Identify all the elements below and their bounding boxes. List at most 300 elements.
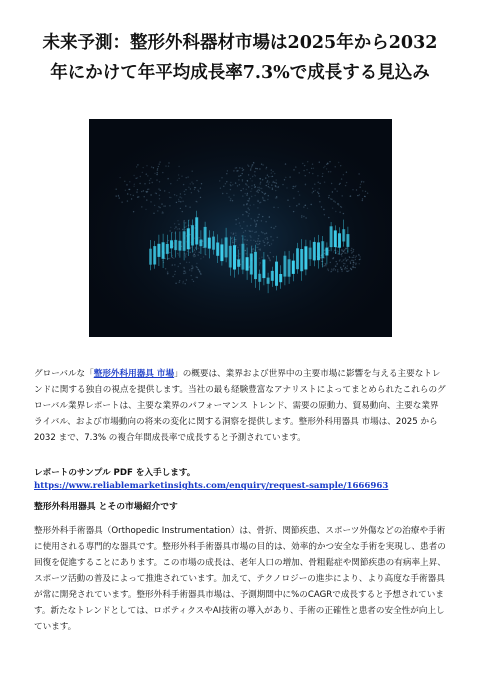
map-dot (266, 233, 267, 234)
map-dot (230, 198, 231, 199)
candle-body (325, 248, 328, 256)
map-dot (355, 267, 356, 268)
map-dot (238, 176, 239, 177)
map-dot (223, 186, 224, 187)
map-dot (199, 271, 200, 272)
map-dot (257, 200, 258, 201)
map-dot (247, 180, 248, 181)
map-dot (245, 211, 246, 212)
candle-body (271, 271, 274, 281)
map-dot (235, 241, 236, 242)
map-dot (185, 222, 186, 223)
map-dot (257, 244, 258, 245)
map-dot (337, 203, 338, 204)
map-dot (264, 245, 265, 246)
map-dot (338, 204, 339, 205)
map-dot (160, 190, 161, 191)
map-dot (118, 195, 119, 196)
map-dot (142, 172, 143, 173)
map-dot (188, 187, 189, 188)
map-dot (275, 226, 276, 227)
candle-body (237, 259, 240, 266)
map-dot (337, 271, 338, 272)
map-dot (265, 177, 266, 178)
map-dot (185, 283, 186, 284)
map-dot (311, 204, 312, 205)
map-dot (262, 197, 263, 198)
map-dot (175, 271, 176, 272)
section-body: 整形外科手術器具（Orthopedic Instrumentation）は、骨折、関節疾患、スポーツ外傷などの治療や手術に使用される専門的な器具です。整形外科手術器具市場の目的は、効率的かつ安全な手術を実現し、患者の回復を促進することにあります。この市場の成長は、老年人口の増加、骨粗鬆症や関節疾患の有病率上昇、スポーツ活動の普及によって推進されています。加えて、テクノロジーの進歩により、より高度な手術器具が常に開発されています。整形外科手術器具市場は、予測期間中に%のCAGRで成長すると予想されています。新たなトレンドとしては、ロボティクスやAI技術の導入があり、手術の正確性と患者の安全性が向上しています。 (34, 526, 446, 632)
map-dot (178, 224, 179, 225)
map-dot (233, 195, 234, 196)
map-dot (262, 198, 263, 199)
map-dot (264, 242, 265, 243)
map-dot (251, 218, 252, 219)
map-dot (302, 163, 303, 164)
map-dot (341, 256, 342, 257)
map-dot (244, 239, 245, 240)
map-dot (259, 262, 260, 263)
map-dot (251, 250, 252, 251)
map-dot (267, 199, 268, 200)
candle-body (304, 246, 307, 269)
candle-body (275, 262, 278, 286)
map-dot (264, 194, 265, 195)
map-dot (230, 182, 231, 183)
map-dot (232, 200, 233, 201)
map-dot (232, 184, 233, 185)
map-dot (365, 196, 366, 197)
map-dot (298, 203, 299, 204)
map-dot (262, 164, 263, 165)
map-dot (193, 281, 194, 282)
map-dot (175, 226, 176, 227)
map-dot (186, 253, 187, 254)
map-dot (352, 189, 353, 190)
map-dot (356, 255, 357, 256)
map-dot (341, 269, 342, 270)
map-dot (186, 226, 187, 227)
map-dot (261, 257, 262, 258)
map-dot (121, 202, 122, 203)
candle-body (157, 244, 160, 257)
map-dot (198, 269, 199, 270)
map-dot (307, 161, 308, 162)
candle-body (330, 226, 333, 247)
map-dot (137, 164, 138, 165)
map-dot (235, 219, 236, 220)
map-dot (264, 233, 265, 234)
map-dot (249, 209, 250, 210)
map-dot (306, 169, 307, 170)
map-dot (353, 257, 354, 258)
candle-body (199, 240, 202, 247)
map-dot (258, 192, 259, 193)
map-dot (343, 263, 344, 264)
map-dot (198, 254, 199, 255)
intro-paragraph (34, 366, 446, 446)
map-dot (351, 269, 352, 270)
candle-body (246, 257, 249, 270)
map-dot (265, 185, 266, 186)
map-dot (256, 223, 257, 224)
map-dot (155, 192, 156, 193)
candle-body (346, 234, 349, 247)
map-dot (181, 197, 182, 198)
map-dot (275, 186, 276, 187)
map-dot (260, 249, 261, 250)
map-dot (192, 279, 193, 280)
map-dot (250, 236, 251, 237)
candle-body (300, 249, 303, 271)
map-dot (174, 194, 175, 195)
map-dot (295, 166, 296, 167)
candle-body (283, 256, 286, 277)
map-dot (315, 190, 316, 191)
map-dot (137, 177, 138, 178)
map-dot (177, 253, 178, 254)
map-dot (159, 181, 160, 182)
map-dot (259, 168, 260, 169)
map-dot (226, 193, 227, 194)
map-dot (172, 232, 173, 233)
map-dot (250, 225, 251, 226)
map-dot (157, 210, 158, 211)
map-dot (176, 195, 177, 196)
map-dot (331, 199, 332, 200)
map-dot (248, 215, 249, 216)
map-dot (305, 175, 306, 176)
map-dot (119, 177, 120, 178)
candle-body (220, 244, 223, 261)
map-dot (179, 228, 180, 229)
map-dot (172, 257, 173, 258)
map-dot (252, 176, 253, 177)
map-dot (153, 167, 154, 168)
map-dot (328, 250, 329, 251)
map-dot (257, 207, 258, 208)
map-dot (255, 241, 256, 242)
map-dot (247, 225, 248, 226)
section-heading: 整形外科用器具 とその市場紹介です (34, 502, 178, 512)
map-dot (342, 195, 343, 196)
map-dot (191, 265, 192, 266)
map-dot (312, 164, 313, 165)
map-dot (254, 221, 255, 222)
map-dot (242, 168, 243, 169)
map-dot (276, 183, 277, 184)
map-dot (271, 227, 272, 228)
map-dot (319, 162, 320, 163)
map-dot (137, 197, 138, 198)
map-dot (144, 196, 145, 197)
map-dot (337, 191, 338, 192)
map-dot (319, 183, 320, 184)
map-dot (144, 183, 145, 184)
map-dot (251, 180, 252, 181)
map-dot (278, 207, 279, 208)
sample-link[interactable]: https://www.reliablemarketinsights.com/enquiry/request-sample/1666963 (34, 481, 389, 491)
map-dot (183, 184, 184, 185)
map-dot (188, 219, 189, 220)
map-dot (269, 187, 270, 188)
map-dot (339, 212, 340, 213)
map-dot (157, 169, 158, 170)
map-dot (318, 193, 319, 194)
map-dot (252, 231, 253, 232)
map-dot (150, 178, 151, 179)
map-dot (338, 251, 339, 252)
map-dot (191, 275, 192, 276)
map-dot (136, 191, 137, 192)
map-dot (347, 265, 348, 266)
map-dot (324, 265, 325, 266)
map-dot (330, 171, 331, 172)
map-dot (158, 206, 159, 207)
map-dot (179, 280, 180, 281)
map-dot (311, 168, 312, 169)
map-dot (333, 257, 334, 258)
map-dot (236, 259, 237, 260)
map-dot (345, 185, 346, 186)
map-dot (235, 235, 236, 236)
map-dot (328, 270, 329, 271)
map-dot (235, 239, 236, 240)
map-dot (185, 229, 186, 230)
map-dot (145, 209, 146, 210)
map-dot (222, 193, 223, 194)
map-dot (245, 193, 246, 194)
map-dot (231, 238, 232, 239)
map-dot (195, 247, 196, 248)
map-dot (258, 189, 259, 190)
map-dot (153, 213, 154, 214)
map-dot (303, 216, 304, 217)
candle-body (191, 225, 194, 245)
map-dot (305, 217, 306, 218)
map-dot (341, 250, 342, 251)
candle-body (338, 233, 341, 247)
map-dot (267, 238, 268, 239)
map-dot (329, 195, 330, 196)
candle-body (296, 248, 299, 269)
map-dot (260, 183, 261, 184)
map-dot (168, 166, 169, 167)
map-dot (165, 165, 166, 166)
map-dot (245, 253, 246, 254)
map-dot (330, 271, 331, 272)
map-dot (139, 183, 140, 184)
map-dot (194, 189, 195, 190)
map-dot (225, 183, 226, 184)
map-dot (119, 197, 120, 198)
map-dot (322, 173, 323, 174)
map-dot (185, 254, 186, 255)
map-dot (323, 209, 324, 210)
map-dot (164, 190, 165, 191)
candle-body (321, 241, 324, 258)
map-dot (346, 268, 347, 269)
map-dot (293, 186, 294, 187)
map-dot (259, 202, 260, 203)
map-dot (319, 195, 320, 196)
map-dot (133, 211, 134, 212)
map-dot (242, 170, 243, 171)
map-dot (355, 259, 356, 260)
map-dot (238, 179, 239, 180)
map-dot (257, 220, 258, 221)
map-dot (154, 205, 155, 206)
map-dot (350, 261, 351, 262)
map-dot (173, 258, 174, 259)
map-dot (273, 256, 274, 257)
map-dot (351, 252, 352, 253)
map-dot (313, 191, 314, 192)
map-dot (265, 238, 266, 239)
map-dot (333, 200, 334, 201)
map-dot (340, 165, 341, 166)
map-dot (259, 241, 260, 242)
map-dot (260, 178, 261, 179)
map-dot (269, 182, 270, 183)
page-title (20, 28, 460, 88)
map-dot (303, 170, 304, 171)
map-dot (243, 232, 244, 233)
map-dot (240, 190, 241, 191)
map-dot (275, 190, 276, 191)
map-dot (336, 261, 337, 262)
map-dot (254, 184, 255, 185)
map-dot (359, 259, 360, 260)
map-dot (230, 200, 231, 201)
map-dot (347, 259, 348, 260)
map-dot (318, 182, 319, 183)
candle-body (279, 274, 282, 282)
intro-text: の概要は、業界および世界中の主要市場に影響を与える主要なトレンドに関する独自の視点を提供します。当社の最も経験豊富なアナリストによってまとめられたこれらのグローバル業界レポートは、主要な業界のパフォーマンス トレンド、需要の原動力、貿易動向、主要な業界ライバル、および市場動向の将来の変化に関する洞察を提供します。整形外科用器具 市場は、2025 から 2032 まで、7.3% の複合年間成長率で成長すると予測されています。 (34, 369, 446, 443)
map-dot (248, 213, 249, 214)
map-dot (341, 207, 342, 208)
map-dot (250, 169, 251, 170)
map-dot (133, 175, 134, 176)
map-dot (196, 180, 197, 181)
map-dot (248, 174, 249, 175)
map-dot (332, 270, 333, 271)
map-dot (270, 260, 271, 261)
map-dot (262, 216, 263, 217)
map-dot (343, 174, 344, 175)
map-dot (178, 254, 179, 255)
map-dot (269, 258, 270, 259)
map-dot (321, 261, 322, 262)
map-dot (268, 186, 269, 187)
map-dot (296, 205, 297, 206)
map-dot (147, 191, 148, 192)
candle-body (225, 237, 228, 257)
map-dot (353, 260, 354, 261)
map-dot (267, 256, 268, 257)
map-dot (239, 253, 240, 254)
map-dot (249, 267, 250, 268)
candle-body (178, 241, 181, 251)
map-dot (196, 267, 197, 268)
map-dot (248, 166, 249, 167)
map-dot (251, 249, 252, 250)
map-dot (189, 269, 190, 270)
map-dot (344, 268, 345, 269)
map-dot (242, 195, 243, 196)
market-link[interactable]: 整形外科用器具 市場 (93, 369, 175, 379)
map-dot (159, 195, 160, 196)
map-dot (187, 176, 188, 177)
candle-body (162, 242, 165, 258)
map-dot (131, 198, 132, 199)
map-dot (327, 163, 328, 164)
map-dot (303, 206, 304, 207)
map-dot (350, 262, 351, 263)
map-dot (248, 208, 249, 209)
map-dot (169, 205, 170, 206)
map-dot (141, 206, 142, 207)
map-dot (345, 267, 346, 268)
map-dot (321, 206, 322, 207)
map-dot (336, 250, 337, 251)
map-dot (276, 179, 277, 180)
map-dot (163, 212, 164, 213)
map-dot (161, 203, 162, 204)
map-dot (256, 231, 257, 232)
candle-body (262, 260, 265, 279)
map-dot (325, 263, 326, 264)
candle-body (292, 261, 295, 274)
map-dot (159, 161, 160, 162)
map-dot (147, 175, 148, 176)
map-dot (317, 192, 318, 193)
intro-close-quote: 」 (174, 369, 183, 379)
map-dot (169, 258, 170, 259)
map-dot (190, 252, 191, 253)
map-dot (328, 171, 329, 172)
map-dot (237, 247, 238, 248)
map-dot (273, 228, 274, 229)
map-dot (257, 240, 258, 241)
map-dot (255, 186, 256, 187)
map-dot (327, 268, 328, 269)
map-dot (178, 166, 179, 167)
map-dot (128, 189, 129, 190)
map-dot (245, 250, 246, 251)
map-dot (158, 166, 159, 167)
map-dot (359, 187, 360, 188)
map-dot (343, 250, 344, 251)
map-dot (263, 200, 264, 201)
map-dot (345, 258, 346, 259)
map-dot (272, 176, 273, 177)
map-dot (230, 184, 231, 185)
map-dot (183, 273, 184, 274)
map-dot (192, 171, 193, 172)
map-dot (127, 193, 128, 194)
map-dot (273, 207, 274, 208)
map-dot (289, 176, 290, 177)
map-dot (172, 264, 173, 265)
map-dot (272, 171, 273, 172)
map-dot (259, 264, 260, 265)
map-dot (116, 189, 117, 190)
map-dot (267, 180, 268, 181)
map-dot (326, 168, 327, 169)
map-dot (241, 235, 242, 236)
map-dot (189, 207, 190, 208)
